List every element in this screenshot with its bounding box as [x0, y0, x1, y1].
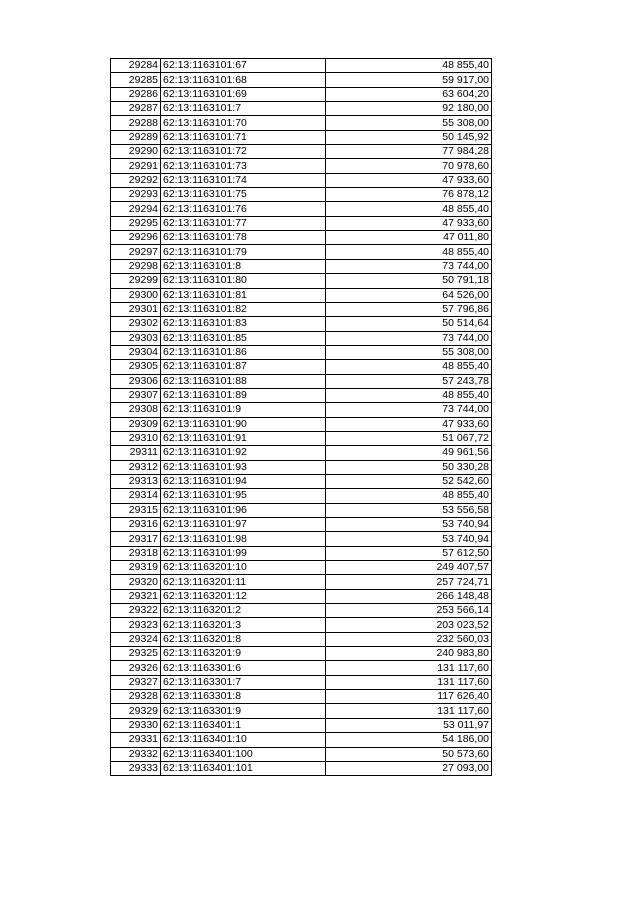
cadastral-number-cell: 62:13:1163101:8 [161, 259, 326, 273]
table-row [111, 87, 492, 101]
cadastral-number-cell: 62:13:1163201:12 [161, 589, 326, 603]
row-number-cell: 29298 [111, 259, 161, 273]
cadastral-number-cell: 62:13:1163101:85 [161, 331, 326, 345]
value-cell: 50 573,60 [326, 747, 492, 761]
value-cell: 63 604,20 [326, 87, 492, 101]
value-cell: 48 855,40 [326, 59, 492, 73]
value-cell: 77 984,28 [326, 145, 492, 159]
row-number-cell: 29325 [111, 647, 161, 661]
cadastral-number-cell: 62:13:1163201:10 [161, 561, 326, 575]
cadastral-number-cell: 62:13:1163101:90 [161, 417, 326, 431]
row-number-cell: 29316 [111, 518, 161, 532]
table-row [111, 302, 492, 316]
row-number-cell: 29312 [111, 460, 161, 474]
cadastral-number-cell: 62:13:1163101:91 [161, 431, 326, 445]
value-cell: 47 011,80 [326, 231, 492, 245]
value-cell: 50 514,64 [326, 317, 492, 331]
row-number-cell: 29315 [111, 503, 161, 517]
cadastral-number-cell: 62:13:1163301:9 [161, 704, 326, 718]
row-number-cell: 29329 [111, 704, 161, 718]
cadastral-number-cell: 62:13:1163101:96 [161, 503, 326, 517]
cadastral-number-cell: 62:13:1163101:82 [161, 302, 326, 316]
value-cell: 48 855,40 [326, 388, 492, 402]
table-row [111, 632, 492, 646]
table-row [111, 374, 492, 388]
table-row [111, 532, 492, 546]
row-number-cell: 29331 [111, 733, 161, 747]
row-number-cell: 29306 [111, 374, 161, 388]
row-number-cell: 29291 [111, 159, 161, 173]
table-row [111, 604, 492, 618]
row-number-cell: 29297 [111, 245, 161, 259]
table-row [111, 503, 492, 517]
row-number-cell: 29333 [111, 761, 161, 775]
table-row [111, 489, 492, 503]
value-cell: 27 093,00 [326, 761, 492, 775]
cadastral-number-cell: 62:13:1163101:81 [161, 288, 326, 302]
table-row [111, 173, 492, 187]
value-cell: 52 542,60 [326, 474, 492, 488]
cadastral-number-cell: 62:13:1163101:68 [161, 73, 326, 87]
table-row [111, 718, 492, 732]
cadastral-number-cell: 62:13:1163101:93 [161, 460, 326, 474]
cadastral-number-cell: 62:13:1163101:94 [161, 474, 326, 488]
table-row [111, 417, 492, 431]
table-row [111, 618, 492, 632]
row-number-cell: 29328 [111, 690, 161, 704]
row-number-cell: 29285 [111, 73, 161, 87]
value-cell: 50 791,18 [326, 274, 492, 288]
table-row [111, 216, 492, 230]
row-number-cell: 29286 [111, 87, 161, 101]
table-row [111, 661, 492, 675]
value-cell: 55 308,00 [326, 116, 492, 130]
row-number-cell: 29300 [111, 288, 161, 302]
cadastral-number-cell: 62:13:1163101:89 [161, 388, 326, 402]
cadastral-number-cell: 62:13:1163101:74 [161, 173, 326, 187]
table-row [111, 73, 492, 87]
row-number-cell: 29310 [111, 431, 161, 445]
row-number-cell: 29327 [111, 675, 161, 689]
value-cell: 240 983,80 [326, 647, 492, 661]
value-cell: 48 855,40 [326, 489, 492, 503]
value-cell: 57 612,50 [326, 546, 492, 560]
cadastral-number-cell: 62:13:1163401:1 [161, 718, 326, 732]
table-row [111, 130, 492, 144]
table-row [111, 245, 492, 259]
row-number-cell: 29305 [111, 360, 161, 374]
cadastral-value-table [110, 58, 492, 776]
cadastral-number-cell: 62:13:1163101:78 [161, 231, 326, 245]
row-number-cell: 29304 [111, 345, 161, 359]
cadastral-number-cell: 62:13:1163201:3 [161, 618, 326, 632]
table-row [111, 259, 492, 273]
cadastral-number-cell: 62:13:1163401:10 [161, 733, 326, 747]
row-number-cell: 29322 [111, 604, 161, 618]
cadastral-number-cell: 62:13:1163101:87 [161, 360, 326, 374]
table-row [111, 733, 492, 747]
cadastral-number-cell: 62:13:1163101:72 [161, 145, 326, 159]
value-cell: 117 626,40 [326, 690, 492, 704]
cadastral-number-cell: 62:13:1163101:88 [161, 374, 326, 388]
row-number-cell: 29292 [111, 173, 161, 187]
row-number-cell: 29287 [111, 102, 161, 116]
table-row [111, 561, 492, 575]
table-row [111, 704, 492, 718]
table-row [111, 460, 492, 474]
table-row [111, 102, 492, 116]
table-row [111, 575, 492, 589]
cadastral-number-cell: 62:13:1163401:100 [161, 747, 326, 761]
table-row [111, 145, 492, 159]
cadastral-number-cell: 62:13:1163101:99 [161, 546, 326, 560]
cadastral-number-cell: 62:13:1163301:6 [161, 661, 326, 675]
value-cell: 47 933,60 [326, 417, 492, 431]
row-number-cell: 29293 [111, 188, 161, 202]
table-row [111, 231, 492, 245]
table-row [111, 747, 492, 761]
value-cell: 50 330,28 [326, 460, 492, 474]
cadastral-number-cell: 62:13:1163101:76 [161, 202, 326, 216]
value-cell: 51 067,72 [326, 431, 492, 445]
table-row [111, 345, 492, 359]
row-number-cell: 29294 [111, 202, 161, 216]
value-cell: 53 556,58 [326, 503, 492, 517]
cadastral-number-cell: 62:13:1163401:101 [161, 761, 326, 775]
value-cell: 249 407,57 [326, 561, 492, 575]
row-number-cell: 29323 [111, 618, 161, 632]
value-cell: 131 117,60 [326, 704, 492, 718]
row-number-cell: 29288 [111, 116, 161, 130]
row-number-cell: 29318 [111, 546, 161, 560]
row-number-cell: 29301 [111, 302, 161, 316]
value-cell: 232 560,03 [326, 632, 492, 646]
value-cell: 57 796,86 [326, 302, 492, 316]
cadastral-number-cell: 62:13:1163101:69 [161, 87, 326, 101]
value-cell: 73 744,00 [326, 331, 492, 345]
row-number-cell: 29311 [111, 446, 161, 460]
table-row [111, 188, 492, 202]
row-number-cell: 29284 [111, 59, 161, 73]
value-cell: 131 117,60 [326, 675, 492, 689]
row-number-cell: 29317 [111, 532, 161, 546]
value-cell: 257 724,71 [326, 575, 492, 589]
table-row [111, 331, 492, 345]
cadastral-number-cell: 62:13:1163101:73 [161, 159, 326, 173]
value-cell: 49 961,56 [326, 446, 492, 460]
row-number-cell: 29330 [111, 718, 161, 732]
cadastral-number-cell: 62:13:1163101:97 [161, 518, 326, 532]
value-cell: 253 566,14 [326, 604, 492, 618]
value-cell: 53 740,94 [326, 518, 492, 532]
row-number-cell: 29296 [111, 231, 161, 245]
row-number-cell: 29321 [111, 589, 161, 603]
cadastral-number-cell: 62:13:1163101:71 [161, 130, 326, 144]
value-cell: 131 117,60 [326, 661, 492, 675]
row-number-cell: 29324 [111, 632, 161, 646]
table-row [111, 690, 492, 704]
cadastral-number-cell: 62:13:1163101:77 [161, 216, 326, 230]
table-row [111, 403, 492, 417]
table-row [111, 274, 492, 288]
cadastral-number-cell: 62:13:1163201:11 [161, 575, 326, 589]
table-row [111, 116, 492, 130]
cadastral-number-cell: 62:13:1163101:86 [161, 345, 326, 359]
cadastral-number-cell: 62:13:1163201:9 [161, 647, 326, 661]
table-row [111, 431, 492, 445]
value-cell: 64 526,00 [326, 288, 492, 302]
table-row [111, 446, 492, 460]
value-cell: 48 855,40 [326, 360, 492, 374]
value-cell: 55 308,00 [326, 345, 492, 359]
cadastral-number-cell: 62:13:1163201:2 [161, 604, 326, 618]
table-row [111, 518, 492, 532]
cadastral-number-cell: 62:13:1163301:8 [161, 690, 326, 704]
row-number-cell: 29319 [111, 561, 161, 575]
table-body [111, 59, 492, 776]
value-cell: 48 855,40 [326, 202, 492, 216]
cadastral-number-cell: 62:13:1163101:80 [161, 274, 326, 288]
value-cell: 53 740,94 [326, 532, 492, 546]
value-cell: 266 148,48 [326, 589, 492, 603]
value-cell: 47 933,60 [326, 173, 492, 187]
row-number-cell: 29308 [111, 403, 161, 417]
row-number-cell: 29299 [111, 274, 161, 288]
value-cell: 54 186,00 [326, 733, 492, 747]
row-number-cell: 29332 [111, 747, 161, 761]
table-row [111, 761, 492, 775]
row-number-cell: 29314 [111, 489, 161, 503]
row-number-cell: 29290 [111, 145, 161, 159]
table-row [111, 647, 492, 661]
table-row [111, 546, 492, 560]
value-cell: 47 933,60 [326, 216, 492, 230]
table-row [111, 360, 492, 374]
table-row [111, 59, 492, 73]
row-number-cell: 29295 [111, 216, 161, 230]
table-row [111, 474, 492, 488]
cadastral-number-cell: 62:13:1163101:95 [161, 489, 326, 503]
table-row [111, 317, 492, 331]
table-row [111, 388, 492, 402]
value-cell: 92 180,00 [326, 102, 492, 116]
row-number-cell: 29320 [111, 575, 161, 589]
value-cell: 48 855,40 [326, 245, 492, 259]
row-number-cell: 29309 [111, 417, 161, 431]
table-row [111, 159, 492, 173]
cadastral-number-cell: 62:13:1163101:70 [161, 116, 326, 130]
cadastral-number-cell: 62:13:1163101:75 [161, 188, 326, 202]
value-cell: 76 878,12 [326, 188, 492, 202]
value-cell: 59 917,00 [326, 73, 492, 87]
cadastral-number-cell: 62:13:1163101:79 [161, 245, 326, 259]
cadastral-number-cell: 62:13:1163101:92 [161, 446, 326, 460]
cadastral-number-cell: 62:13:1163101:83 [161, 317, 326, 331]
row-number-cell: 29289 [111, 130, 161, 144]
row-number-cell: 29307 [111, 388, 161, 402]
cadastral-number-cell: 62:13:1163101:67 [161, 59, 326, 73]
table-row [111, 675, 492, 689]
value-cell: 57 243,78 [326, 374, 492, 388]
cadastral-number-cell: 62:13:1163101:7 [161, 102, 326, 116]
cadastral-number-cell: 62:13:1163201:8 [161, 632, 326, 646]
value-cell: 53 011,97 [326, 718, 492, 732]
value-cell: 73 744,00 [326, 259, 492, 273]
cadastral-number-cell: 62:13:1163301:7 [161, 675, 326, 689]
value-cell: 73 744,00 [326, 403, 492, 417]
row-number-cell: 29313 [111, 474, 161, 488]
table-row [111, 288, 492, 302]
table-row [111, 589, 492, 603]
value-cell: 70 978,60 [326, 159, 492, 173]
cadastral-number-cell: 62:13:1163101:9 [161, 403, 326, 417]
cadastral-number-cell: 62:13:1163101:98 [161, 532, 326, 546]
row-number-cell: 29303 [111, 331, 161, 345]
table-row [111, 202, 492, 216]
row-number-cell: 29326 [111, 661, 161, 675]
value-cell: 203 023,52 [326, 618, 492, 632]
row-number-cell: 29302 [111, 317, 161, 331]
value-cell: 50 145,92 [326, 130, 492, 144]
